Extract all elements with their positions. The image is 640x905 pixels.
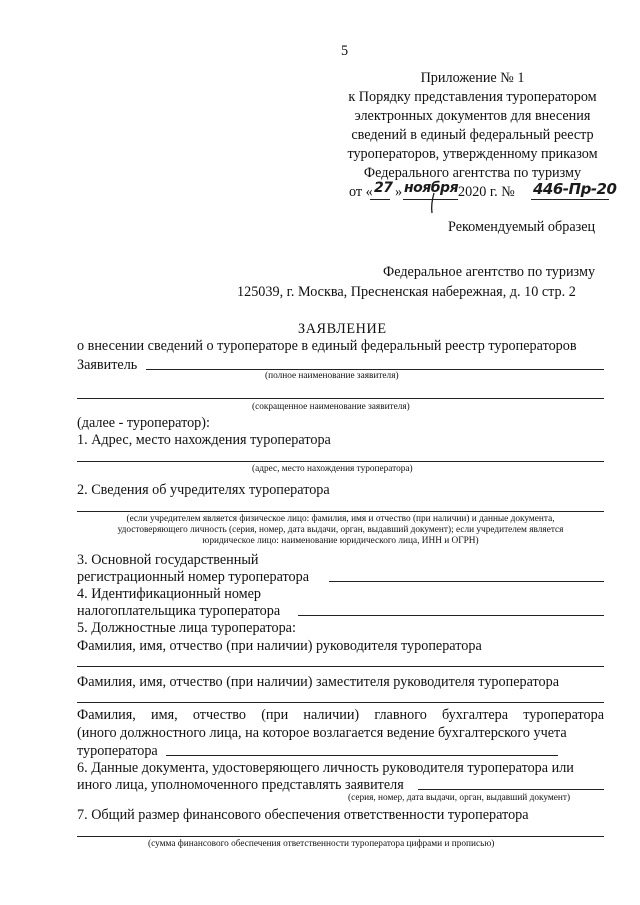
inn-field[interactable]	[298, 615, 604, 616]
address-field[interactable]	[77, 461, 604, 462]
financial-guarantee-field[interactable]	[77, 836, 604, 837]
accountant-label-3: туроператора	[77, 743, 158, 759]
addressee-address: 125039, г. Москва, Пресненская набережная, д. 10 стр. 2	[237, 284, 576, 300]
item2-label: 2. Сведения об учредителях туроператора	[77, 482, 330, 498]
item3-label-2: регистрационный номер туроператора	[77, 569, 310, 585]
order-day: 27	[374, 180, 393, 196]
head-name-field[interactable]	[77, 666, 604, 667]
form-title: ЗАЯВЛЕНИЕ	[298, 321, 387, 337]
financial-guarantee-hint: (сумма финансового обеспечения ответственности туроператора цифрами и прописью)	[148, 839, 495, 849]
founders-hint: юридическое лицо: наименование юридического лица, ИНН и ОГРН)	[202, 536, 479, 546]
recommended-sample: Рекомендуемый образец	[448, 219, 596, 235]
item4-label: 4. Идентификационный номер	[77, 586, 262, 602]
appendix-line: сведений в единый федеральный реестр	[351, 127, 594, 143]
item6-label: 6. Данные документа, удостоверяющего личность руководителя туроператора или	[77, 760, 574, 776]
appendix-line: электронных документов для внесения	[354, 108, 591, 124]
order-date-prefix: от «	[349, 184, 373, 200]
id-document-hint: (серия, номер, дата выдачи, орган, выдавший документ)	[348, 793, 571, 803]
addressee-name: Федеральное агентство по туризму	[383, 264, 596, 280]
accountant-name-field[interactable]	[166, 755, 558, 756]
applicant-label: Заявитель	[77, 357, 138, 373]
appendix-line: Федерального агентства по туризму	[363, 165, 582, 181]
item6-label-2: иного лица, уполномоченного представлять заявителя	[77, 777, 404, 793]
founders-hint: (если учредителем является физическое лицо: фамилия, имя и отчество (при наличии) и данные документа,	[126, 514, 555, 524]
handwriting-stroke	[428, 192, 438, 214]
deputy-label: Фамилия, имя, отчество (при наличии) заместителя руководителя туроператора	[77, 674, 560, 690]
day-underline	[370, 199, 390, 200]
hereinafter-text: (далее - туроператор):	[77, 415, 210, 431]
order-year: 2020 г. №	[458, 184, 515, 200]
address-hint: (адрес, место нахождения туроператора)	[252, 464, 413, 474]
page-number: 5	[341, 43, 349, 59]
head-label: Фамилия, имя, отчество (при наличии) руководителя туроператора	[77, 638, 482, 654]
short-name-field[interactable]	[77, 398, 604, 399]
item3-label: 3. Основной государственный	[77, 552, 259, 568]
short-name-hint: (сокращенное наименование заявителя)	[252, 402, 410, 412]
appendix-line: к Порядку представления туроператором	[348, 89, 597, 105]
form-subtitle: о внесении сведений о туроператоре в единый федеральный реестр туроператоров	[77, 338, 577, 354]
deputy-name-field[interactable]	[77, 702, 604, 703]
item1-label: 1. Адрес, место нахождения туроператора	[77, 432, 331, 448]
founders-field[interactable]	[77, 511, 604, 512]
item4-label-2: налогоплательщика туроператора	[77, 603, 281, 619]
applicant-field[interactable]	[146, 369, 604, 370]
accountant-label: Фамилия, имя, отчество (при наличии) главного бухгалтера туроператора	[77, 707, 604, 723]
founders-hint: удостоверяющего личность (серия, номер, дата выдачи, орган, выдавший документ); если учредителем является	[117, 525, 564, 535]
item5-label: 5. Должностные лица туроператора:	[77, 620, 296, 636]
appendix-line: туроператоров, утвержденному приказом	[347, 146, 598, 162]
accountant-label-2: (иного должностного лица, на которое возлагается ведение бухгалтерского учета	[77, 725, 567, 741]
id-document-field[interactable]	[418, 789, 604, 790]
applicant-hint: (полное наименование заявителя)	[265, 371, 399, 381]
appendix-title: Приложение № 1	[420, 70, 525, 86]
ogrn-field[interactable]	[329, 581, 604, 582]
order-month: ноября	[404, 180, 459, 196]
order-number: 446-Пр-20	[533, 180, 617, 198]
item7-label: 7. Общий размер финансового обеспечения ответственности туроператора	[77, 807, 529, 823]
order-day-close: »	[395, 184, 403, 200]
number-underline	[531, 199, 609, 200]
